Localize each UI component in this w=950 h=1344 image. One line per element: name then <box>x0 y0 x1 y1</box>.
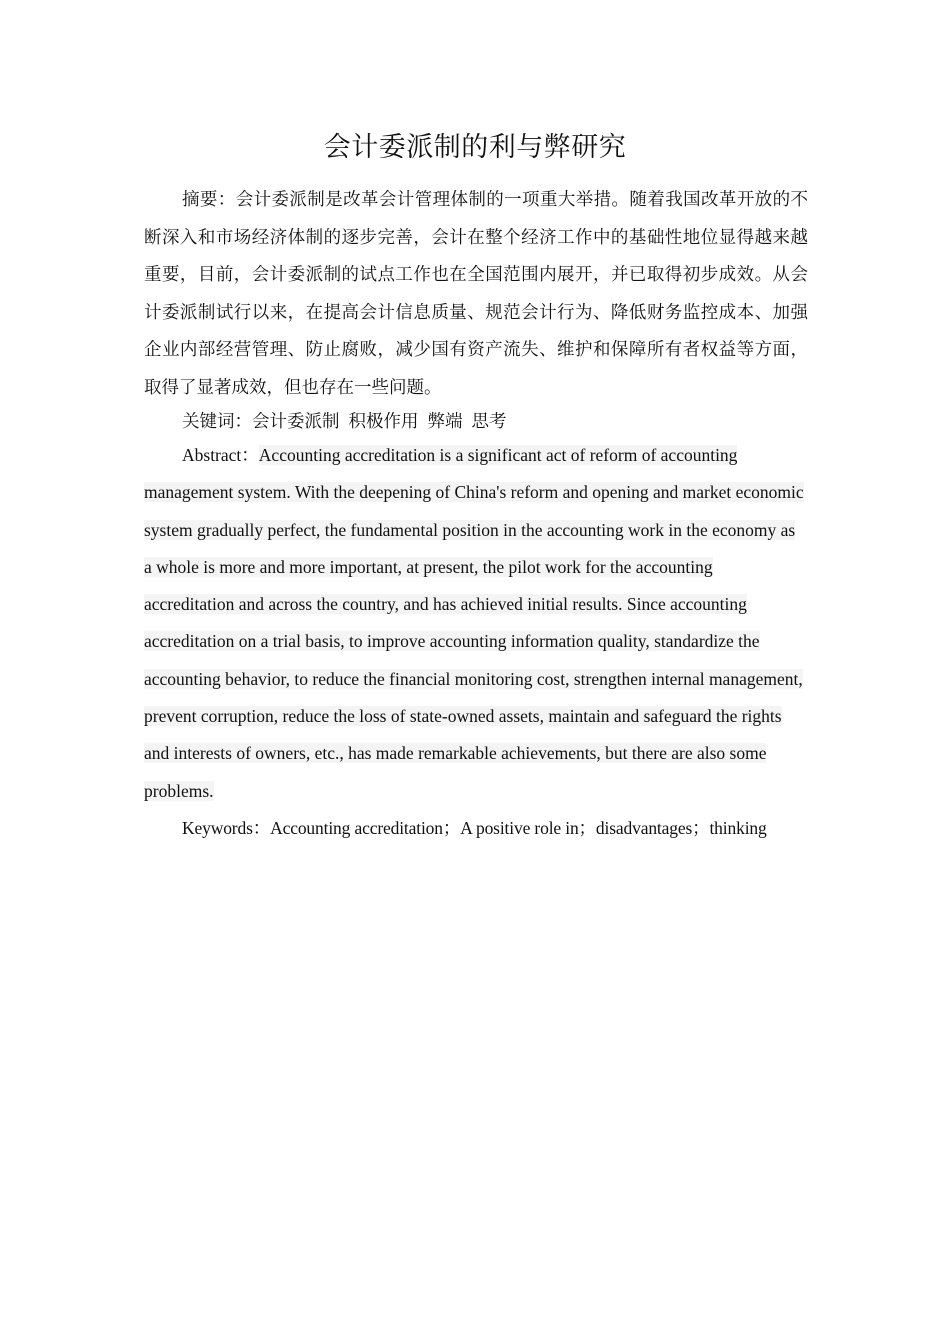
keyword-item: 弊端 <box>427 412 463 432</box>
abstract-chinese <box>144 182 808 407</box>
keyword-item: 积极作用 <box>348 412 419 432</box>
keyword-item: 思考 <box>471 412 507 432</box>
document-title: 会计委派制的利与弊研究 <box>323 132 627 163</box>
abstract-chinese-text: 会计委派制是改革会计管理体制的一项重大举措。随着我国改革开放的不断深入和市场经济体制的逐步完善，会计在整个经济工作中的基础性地位显得越来越重要，目前，会计委派制的试点工作也在全国范围内展开，并已取得初步成效。从会计委派制试行以来，在提高会计信息质量、规范会计行为、降低财务监控成本、加强企业内部经营管理、防止腐败，减少国有资产流失、维护和保障所有者权益等方面，取得了显著成效，但也存在一些问题。 <box>144 190 809 398</box>
abstract-english-text: Accounting accreditation is a significant act of reform of accounting management system. With the deepening of China's reform and opening and market economic system gradually perfect, the fundamental position in the accounting work in the economy as a whole is more and more important, at present, the pilot work for the accounting accreditation and across the country, and has achieved initial results. Since accounting accreditation on a trial basis, to improve accounting information quality, standardize the accounting behavior, to reduce the financial monitoring cost, strengthen internal management, prevent corruption, reduce the loss of state-owned assets, maintain and safeguard the rights and interests of owners, etc., has made remarkable achievements, but there are also some problems. <box>144 445 804 801</box>
keywords-chinese-label: 关键词： <box>182 412 252 432</box>
keywords-english <box>144 810 806 847</box>
keywords-chinese <box>144 404 808 442</box>
abstract-english <box>144 437 806 810</box>
abstract-english-label: Abstract： <box>182 445 259 465</box>
keyword-item: 会计委派制 <box>252 412 340 432</box>
abstract-chinese-label: 摘要： <box>182 190 236 210</box>
keywords-english-text: Accounting accreditation；A positive role in；disadvantages；thinking <box>270 818 767 838</box>
keywords-english-label: Keywords： <box>182 818 271 838</box>
